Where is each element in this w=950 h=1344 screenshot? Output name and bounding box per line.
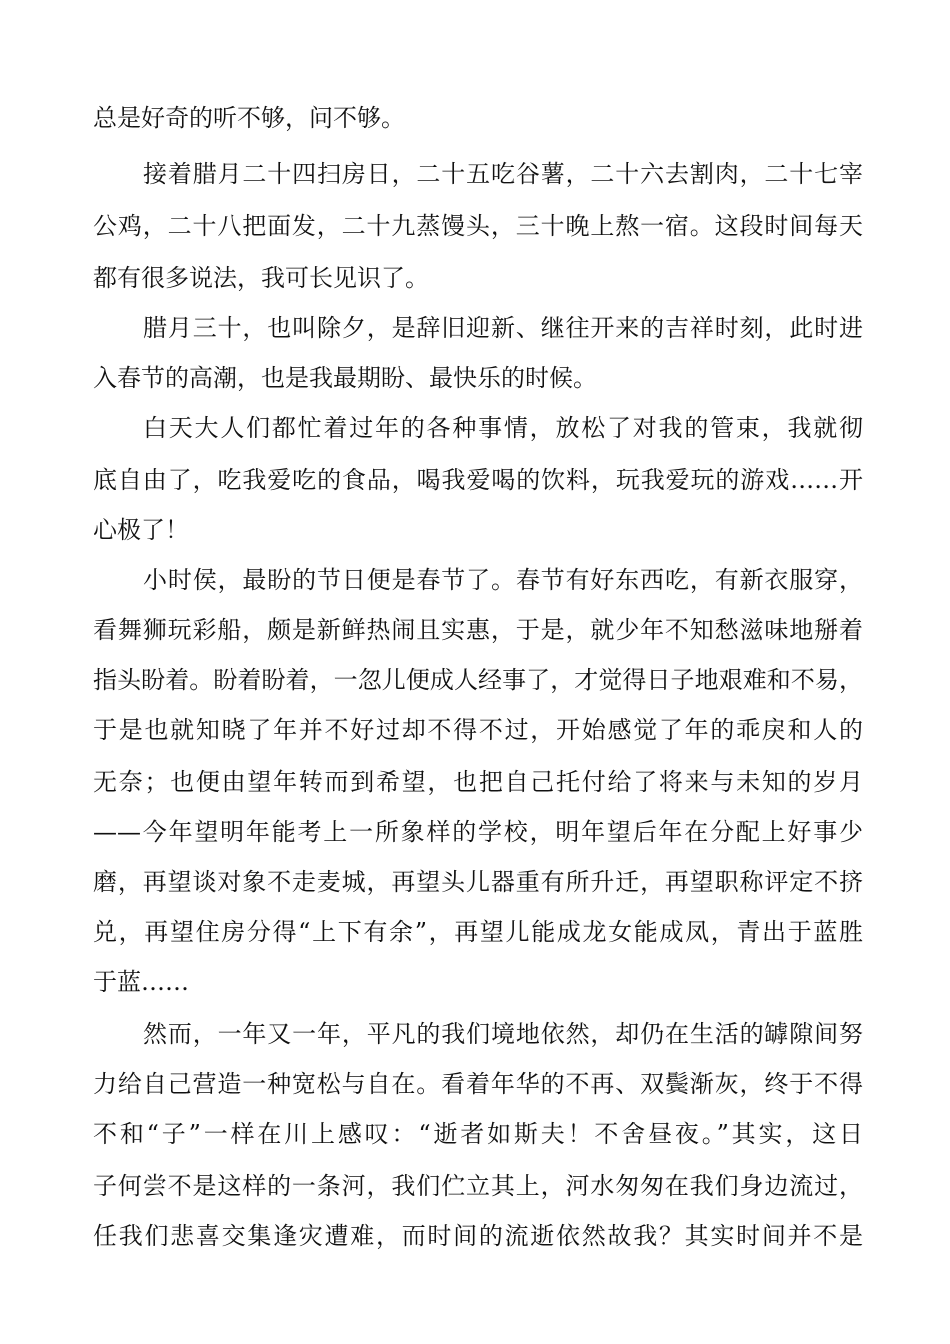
text-line: 磨，再望谈对象不走麦城，再望头儿器重有所升迁，再望职称评定不挤: [93, 868, 863, 896]
text-line: 都有很多说法，我可长见识了。: [93, 264, 429, 292]
text-line: 心极了！: [93, 516, 189, 544]
text-line: 看舞狮玩彩船，颇是新鲜热闹且实惠，于是，就少年不知愁滋味地掰着: [93, 616, 863, 644]
text-line: 底自由了，吃我爱吃的食品，喝我爱喝的饮料，玩我爱玩的游戏……开: [93, 466, 863, 494]
text-line: 公鸡，二十八把面发，二十九蒸馒头，三十晚上熬一宿。这段时间每天: [93, 212, 863, 240]
text-line: 白天大人们都忙着过年的各种事情，放松了对我的管束，我就彻: [143, 414, 863, 442]
text-line: 接着腊月二十四扫房日，二十五吃谷薯，二十六去割肉，二十七宰: [143, 160, 863, 188]
text-line: 于是也就知晓了年并不好过却不得不过，开始感觉了年的乖戾和人的: [93, 716, 863, 744]
text-line: 不和“子”一样在川上感叹：“逝者如斯夫！不舍昼夜。”其实，这日: [93, 1120, 863, 1148]
text-line: ——今年望明年能考上一所象样的学校，明年望后年在分配上好事少: [93, 818, 863, 846]
text-line: 任我们悲喜交集逢灾遭难，而时间的流逝依然故我？其实时间并不是: [93, 1222, 863, 1250]
text-line: 然而，一年又一年，平凡的我们境地依然，却仍在生活的罅隙间努: [143, 1020, 863, 1048]
text-line: 腊月三十，也叫除夕，是辞旧迎新、继往开来的吉祥时刻，此时进: [143, 314, 863, 342]
text-line: 力给自己营造一种宽松与自在。看着年华的不再、双鬓渐灰，终于不得: [93, 1070, 863, 1098]
text-line: 于蓝……: [93, 968, 189, 996]
text-line: 兑，再望住房分得“上下有余”，再望儿能成龙女能成凤，青出于蓝胜: [93, 918, 863, 946]
text-line: 入春节的高潮，也是我最期盼、最快乐的时候。: [93, 364, 597, 392]
text-line: 子何尝不是这样的一条河，我们伫立其上，河水匆匆在我们身边流过，: [93, 1172, 863, 1200]
text-line: 指头盼着。盼着盼着，一忽儿便成人经事了，才觉得日子地艰难和不易，: [93, 666, 863, 694]
text-line: 小时侯，最盼的节日便是春节了。春节有好东西吃，有新衣服穿，: [143, 566, 863, 594]
text-line: 无奈；也便由望年转而到希望，也把自己托付给了将来与未知的岁月: [93, 768, 863, 796]
text-line: 总是好奇的听不够，问不够。: [93, 104, 405, 132]
